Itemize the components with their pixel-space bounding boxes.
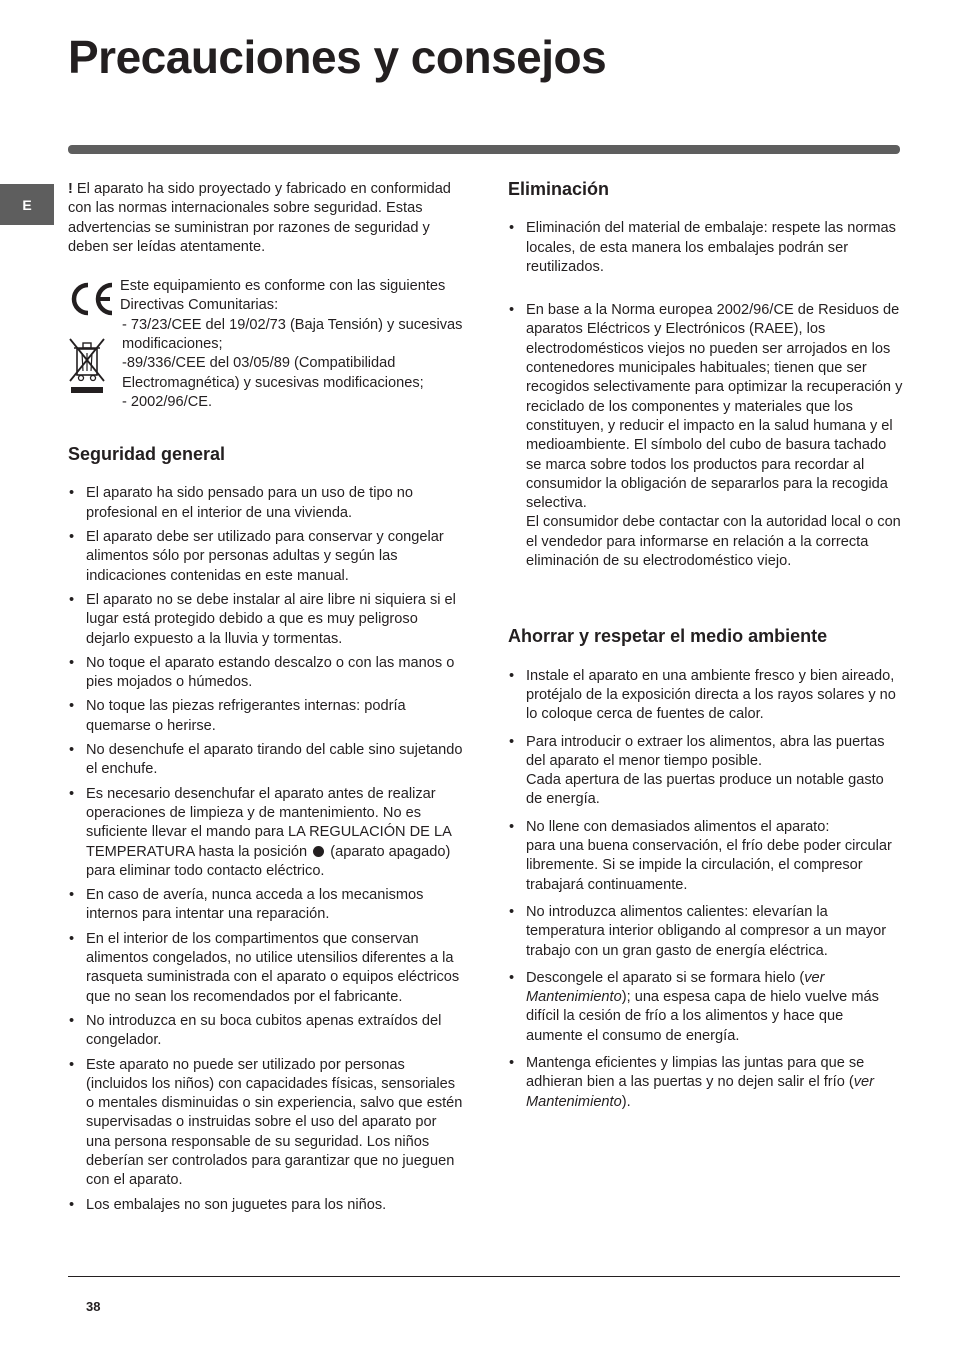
- conformity-text: Este equipamiento es conforme con las siguientes Directivas Comunitarias: - 73/23/CEE del 19/02/73 (Baja Tensión) y sucesivas modificaciones; -89/336/CEE del 03/05/89 (Compatibilidad Electromagnética) y sucesivas modificaciones; - 2002/96/CE.: [120, 278, 463, 410]
- list-item: • En base a la Norma europea 2002/96/CE de Residuos de aparatos Eléctricos y Electrónicos (RAEE), los electrodomésticos viejos no pueden ser arrojados en los contenedores municipales habituales; tienen que ser recogidos selectivamente para optimizar la recuperación y reciclado de los componentes y materiales que los constituyen, y reducir el impacto en la salud humana y el medioambiente. El símbolo del cubo de basura tachado se marca sobre todos los productos para recordar al consumidor la obligación de separarlos para la recogida selectiva. El consumidor debe contactar con la autoridad local o con el vendedor para informarse en relación a la correcta eliminación de su electrodoméstico viejo.: [508, 301, 903, 571]
- list-item: • El aparato debe ser utilizado para conservar y congelar alimentos sólo por personas adultas y según las indicaciones contenidas en este manual.: [68, 528, 463, 586]
- eliminacion-list: [508, 219, 903, 571]
- off-position-dot-icon: [313, 846, 324, 857]
- list-item: • No desenchufe el aparato tirando del cable sino sujetando el enchufe.: [68, 741, 463, 780]
- seguridad-heading: Seguridad general: [68, 444, 226, 465]
- list-item: • No toque las piezas refrigerantes internas: podría quemarse o herirse.: [68, 697, 463, 736]
- list-item: • Los embalajes no son juguetes para los niños.: [68, 1196, 463, 1215]
- page-number: 38: [86, 1299, 101, 1314]
- list-item: • Descongele el aparato si se formara hielo (ver Mantenimiento); una espesa capa de hielo vuelve más difícil la cesión de frío a los alimentos y hace que aumente el consumo de energía.: [508, 969, 903, 1046]
- conformity-block: [68, 277, 463, 410]
- list-item: • No toque el aparato estando descalzo o con las manos o pies mojados o húmedos.: [68, 654, 463, 693]
- eliminacion-heading: Eliminación: [508, 179, 610, 199]
- ce-mark-icon: [68, 281, 116, 317]
- crossed-bin-icon: [68, 337, 106, 395]
- ahorrar-list: [508, 667, 903, 1112]
- intro-paragraph: ! El aparato ha sido proyectado y fabricado en conformidad con las normas internacionales sobre seguridad. Estas advertencias se suministran por razones de seguridad y deben ser leídas atentamente.: [68, 181, 451, 255]
- ahorrar-heading: Ahorrar y respetar el medio ambiente: [508, 626, 828, 647]
- page-title: Precauciones y consejos: [68, 31, 607, 83]
- list-item: • Para introducir o extraer los alimentos, abra las puertas del aparato el menor tiempo posible. Cada apertura de las puertas produce un notable gasto de energía.: [508, 733, 903, 810]
- list-item: • No introduzca alimentos calientes: elevarían la temperatura interior obligando al compresor a un mayor trabajo con un gran gasto de energía eléctrica.: [508, 903, 903, 961]
- list-item: • No llene con demasiados alimentos el aparato: para una buena conservación, el frío debe poder circular libremente. Si se impide la circulación, el compresor trabajará continuamente.: [508, 818, 903, 895]
- list-item: • En caso de avería, nunca acceda a los mecanismos internos para intentar una reparación.: [68, 886, 463, 925]
- list-item: • No introduzca en su boca cubitos apenas extraídos del congelador.: [68, 1012, 463, 1051]
- list-item: • Este aparato no puede ser utilizado por personas (incluidos los niños) con capacidades físicas, sensoriales o mentales disminuidas o sin experiencia, salvo que estén supervisadas o instruidas sobre el uso del aparato por una persona responsable de su seguridad. Los niños deberían ser controlados para garantizar que no jueguen con el aparato.: [68, 1056, 463, 1191]
- list-item: • En el interior de los compartimentos que conservan alimentos congelados, no utilice utensilios diferentes a la rasqueta suministrada con el aparato o equipos eléctricos que no sean los recomendados por el fabricante.: [68, 930, 463, 1007]
- list-item: • El aparato no se debe instalar al aire libre ni siquiera si el lugar está protegido debido a que es muy peligroso dejarlo expuesto a la lluvia y tormentas.: [68, 591, 463, 649]
- list-item: • Eliminación del material de embalaje: respete las normas locales, de esta manera los embalajes podrán ser reutilizados.: [508, 219, 903, 277]
- warning-mark: !: [68, 181, 73, 197]
- list-item: • Es necesario desenchufar el aparato antes de realizar operaciones de limpieza y de mantenimiento. No es suficiente llevar el mando para LA REGULACIÓN DE LA TEMPERATURA hasta la posición (aparato apagado) para eliminar todo contacto eléctrico.: [68, 785, 463, 881]
- list-item: • Instale el aparato en una ambiente fresco y bien aireado, protéjalo de la exposición directa a los rayos solares y no lo coloque cerca de fuentes de calor.: [508, 667, 903, 725]
- title-divider: [68, 145, 900, 154]
- list-item: • El aparato ha sido pensado para un uso de tipo no profesional en el interior de una vivienda.: [68, 484, 463, 523]
- right-column: [508, 180, 903, 1112]
- list-item: • Mantenga eficientes y limpias las juntas para que se adhieran bien a las puertas y no dejen salir el frío (ver Mantenimiento).: [508, 1054, 903, 1112]
- footer-divider: [68, 1276, 900, 1277]
- left-column: [68, 180, 463, 1215]
- language-tab: E: [0, 184, 54, 225]
- seguridad-list: [68, 484, 463, 1214]
